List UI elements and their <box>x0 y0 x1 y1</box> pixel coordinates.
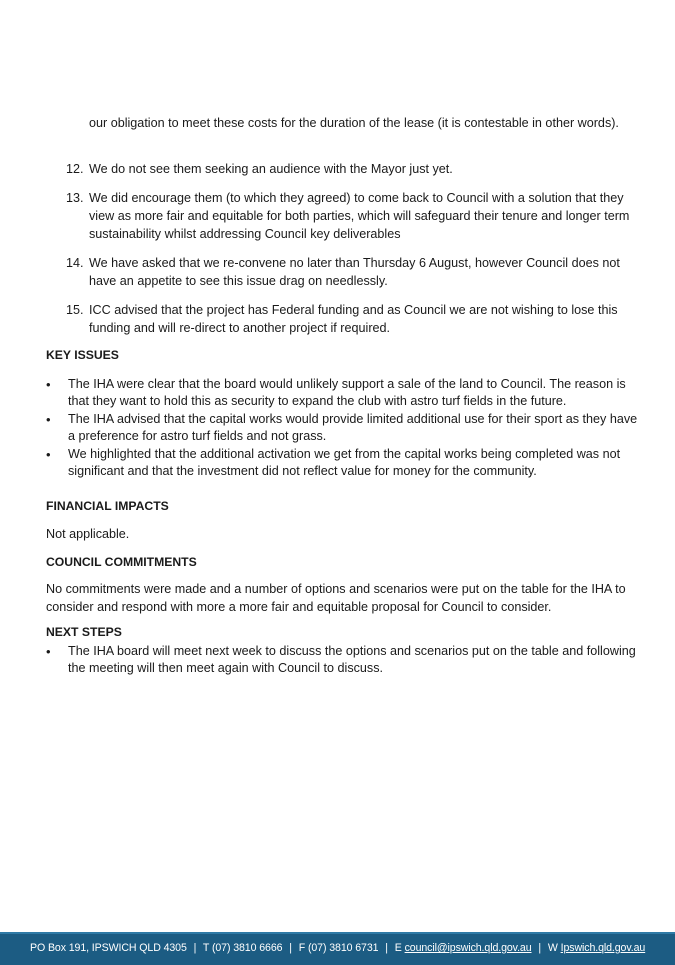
footer-separator: | <box>193 942 197 954</box>
footer-accent-strip <box>0 932 675 934</box>
item-number: 13. <box>66 191 84 205</box>
item-text: We did encourage them (to which they agreed) to come back to Council with a solution that they view as more fair and equitable for both parties, which will safeguard their tenure and longer term sustainability whilst addressing Council key deliverables <box>89 191 630 241</box>
bullet-icon: • <box>46 412 51 427</box>
footer-phone: T (07) 3810 6666 <box>202 942 283 954</box>
bullet-text: We highlighted that the additional activation we get from the capital works being completed was not significant and that the investment did not reflect value for money for the community. <box>68 447 621 478</box>
footer-web-label: W <box>547 942 558 954</box>
item-text: We have asked that we re-convene no later than Thursday 6 August, however Council does not have an appetite to see this issue drag on needlessly. <box>89 256 620 288</box>
financial-impacts-heading: FINANCIAL IMPACTS <box>46 499 169 513</box>
footer-bar <box>0 932 675 965</box>
footer-address: PO Box 191, IPSWICH QLD 4305 <box>30 942 187 954</box>
next-steps-heading: NEXT STEPS <box>46 625 122 639</box>
item-text: We do not see them seeking an audience with the Mayor just yet. <box>89 162 453 176</box>
bullet-icon: • <box>46 644 51 659</box>
bullet-icon: • <box>46 447 51 462</box>
key-issue-bullet <box>46 411 638 445</box>
key-issue-bullet <box>46 376 638 410</box>
footer-separator: | <box>538 942 542 954</box>
item-number: 12. <box>66 162 84 176</box>
footer-email-label: E <box>394 942 402 954</box>
next-step-bullet <box>46 643 638 677</box>
council-commitments-heading: COUNCIL COMMITMENTS <box>46 555 197 569</box>
item-number: 14. <box>66 256 84 270</box>
bullet-text: The IHA advised that the capital works would provide limited additional use for their sport as they have a preference for astro turf fields and not grass. <box>68 412 638 443</box>
bullet-icon: • <box>46 377 51 392</box>
footer-email-link[interactable]: council@ipswich.qld.gov.au <box>404 942 532 954</box>
numbered-item-13 <box>66 189 638 243</box>
item-number: 15. <box>66 303 84 317</box>
bullet-text: The IHA were clear that the board would unlikely support a sale of the land to Council. The reason is that they want to hold this as security to expand the club with astro turf fields in the future. <box>68 377 626 408</box>
key-issues-heading: KEY ISSUES <box>46 348 119 362</box>
footer-separator: | <box>385 942 388 954</box>
numbered-item-15 <box>66 301 638 337</box>
bullet-text: The IHA board will meet next week to discuss the options and scenarios put on the table and following the meeting will then meet again with Council to discuss. <box>68 644 636 675</box>
continuation-paragraph: our obligation to meet these costs for the duration of the lease (it is contestable in other words). <box>89 116 619 130</box>
item-text: ICC advised that the project has Federal funding and as Council we are not wishing to lose this funding and will re-direct to another project if required. <box>89 303 618 335</box>
numbered-item-12 <box>66 160 638 178</box>
footer-web-link[interactable]: Ipswich.qld.gov.au <box>560 942 646 954</box>
footer-separator: | <box>289 942 292 954</box>
financial-impacts-text: Not applicable. <box>46 527 130 541</box>
key-issue-bullet <box>46 446 638 480</box>
council-commitments-text: No commitments were made and a number of options and scenarios were put on the table for the IHA to consider and respond with more a more fair and equitable proposal for Council to consider. <box>46 582 626 614</box>
numbered-item-14 <box>66 254 638 290</box>
footer-contact-line <box>30 940 670 956</box>
footer-fax: F (07) 3810 6731 <box>298 942 379 954</box>
